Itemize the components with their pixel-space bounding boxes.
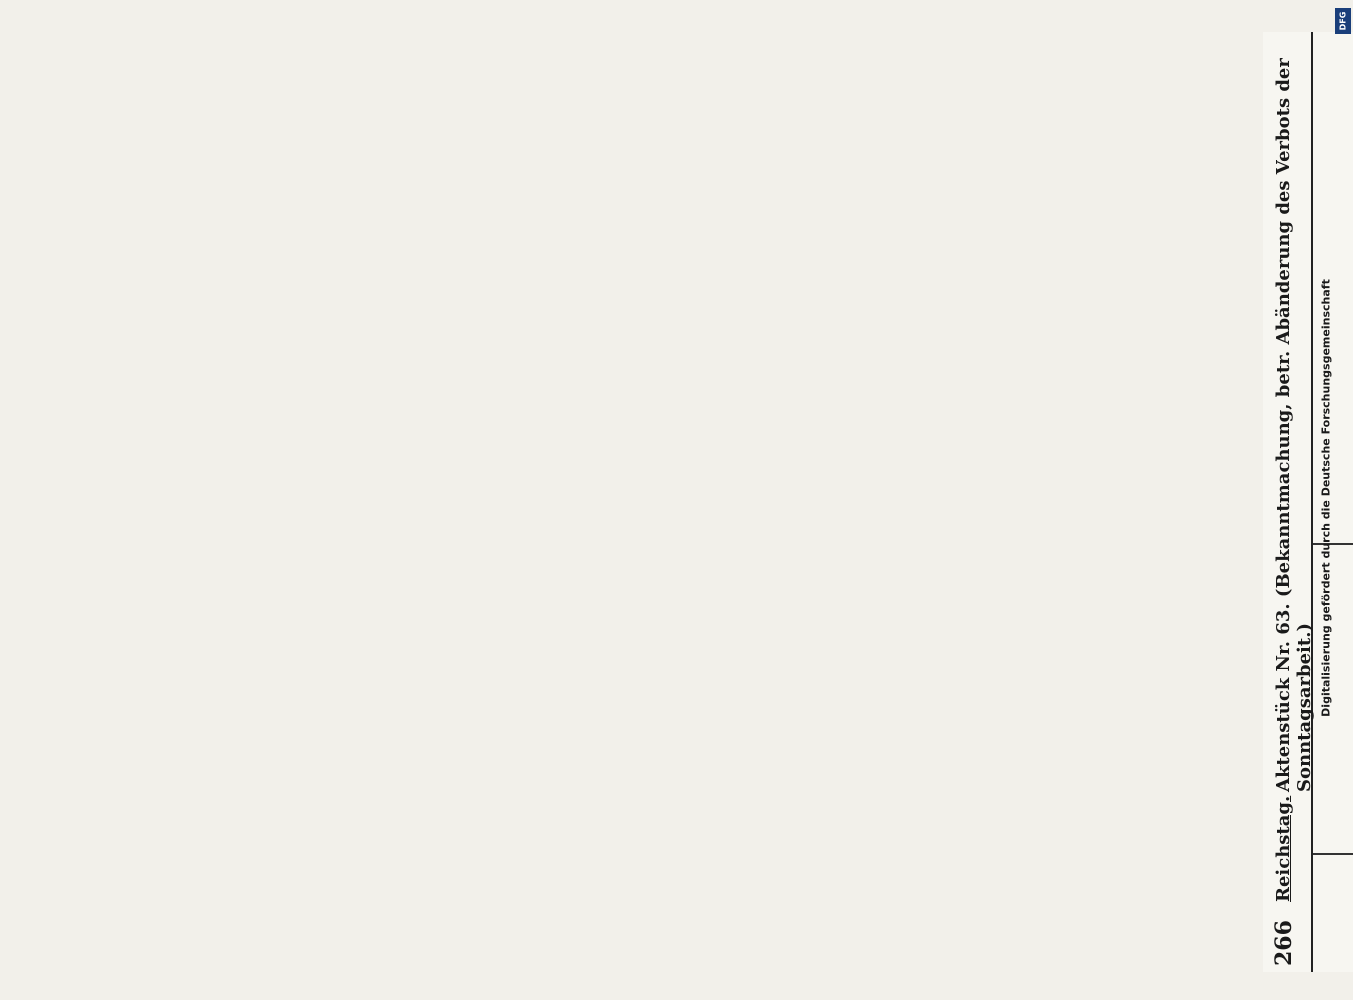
digitization-note [1308, 18, 1344, 978]
dfg-logo-text: DFG [1338, 11, 1348, 31]
document-title: Aktenstück Nr. 63. (Bekanntmachung, betr. Abänderung des Verbots der Sonntagsarbeit.) [1273, 58, 1315, 792]
dfg-logo [1335, 8, 1351, 34]
publication-name: Reichstag. [1273, 795, 1294, 902]
page-header [1263, 32, 1313, 972]
page-number: 266 [1271, 920, 1297, 966]
digitization-note-text: Digitalisierung gefördert durch die Deutsche Forschungsgemeinschaft [1319, 279, 1333, 717]
